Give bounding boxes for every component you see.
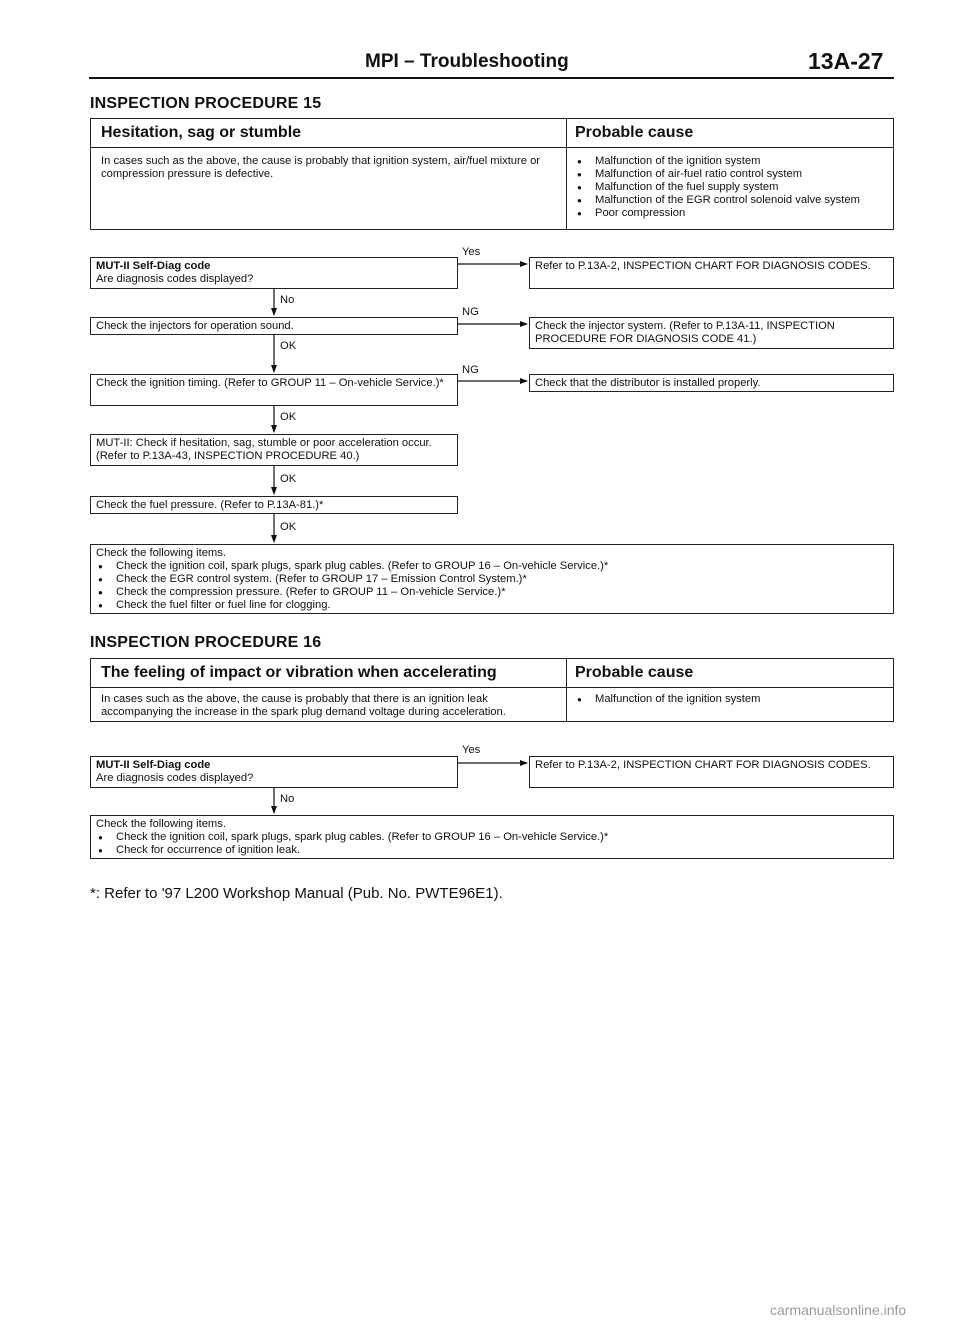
symptom-description: In cases such as the above, the cause is probably that ignition system, air/fuel mixture or compression pressure is defective. [101,155,541,180]
cause-item: ● Malfunction of the EGR control solenoid valve system [575,194,890,207]
label-ok: OK [280,473,297,485]
final-check-item: ● Check the ignition coil, spark plugs, spark plug cables. (Refer to GROUP 16 – On-vehicle Service.)* [96,831,888,844]
final-check-item: ● Check the ignition coil, spark plugs, spark plug cables. (Refer to GROUP 16 – On-vehicle Service.)* [96,560,888,573]
step-self-diag-question: Are diagnosis codes displayed? [96,273,254,285]
final-check-item: ● Check the fuel filter or fuel line for clogging. [96,599,888,612]
watermark: carmanualsonline.info [770,1302,907,1318]
cause-item: ● Malfunction of the ignition system [575,155,890,168]
procedure-16-title: INSPECTION PROCEDURE 16 [90,634,322,651]
final-check-item: ● Check the compression pressure. (Refer to GROUP 11 – On-vehicle Service.)* [96,586,888,599]
procedure-15-title: INSPECTION PROCEDURE 15 [90,95,322,112]
cause-item: ● Malfunction of the ignition system [575,693,890,706]
label-no: No [280,793,295,805]
label-ng: NG [462,364,479,376]
symptom-heading: The feeling of impact or vibration when accelerating [101,664,497,681]
result-injector-system: Check the injector system. (Refer to P.13A-11, INSPECTION PROCEDURE FOR DIAGNOSIS CODE 41.) [529,317,894,349]
result-diagnosis-codes: Refer to P.13A-2, INSPECTION CHART FOR DIAGNOSIS CODES. [529,756,894,788]
symptom-heading: Hesitation, sag or stumble [101,124,302,141]
step-injector-sound: Check the injectors for operation sound. [90,317,458,335]
step-fuel-pressure: Check the fuel pressure. (Refer to P.13A-81.)* [90,496,458,514]
label-ng: NG [462,306,479,318]
step-self-diag-title: MUT-II Self-Diag code [96,260,211,272]
cause-item: ● Malfunction of the fuel supply system [575,181,890,194]
step-self-diag-title: MUT-II Self-Diag code [96,759,211,771]
label-ok: OK [280,411,297,423]
label-no: No [280,294,295,306]
cause-item: ● Poor compression [575,207,890,220]
label-ok: OK [280,340,297,352]
label-yes: Yes [462,744,481,756]
final-check-intro: Check the following items. [96,818,226,830]
symptom-description: In cases such as the above, the cause is probably that there is an ignition leak accompanying the increase in the spark plug demand voltage during acceleration. [101,693,506,718]
step-self-diag-question: Are diagnosis codes displayed? [96,772,254,784]
cause-item: ● Malfunction of air-fuel ratio control system [575,168,890,181]
probable-cause-heading: Probable cause [575,664,694,681]
page-number: 13A-27 [808,48,884,74]
footnote: *: Refer to '97 L200 Workshop Manual (Pub. No. PWTE96E1). [90,885,503,902]
label-ok: OK [280,521,297,533]
probable-cause-heading: Probable cause [575,124,694,141]
page-header-title: MPI – Troubleshooting [365,51,569,72]
final-check-item: ● Check the EGR control system. (Refer to GROUP 17 – Emission Control System.)* [96,573,888,586]
result-diagnosis-codes: Refer to P.13A-2, INSPECTION CHART FOR DIAGNOSIS CODES. [529,257,894,289]
step-mut-check-hesitation: MUT-II: Check if hesitation, sag, stumble or poor acceleration occur. (Refer to P.13A-43, INSPECTION PROCEDURE 40.) [90,434,458,466]
final-check-item: ● Check for occurrence of ignition leak. [96,844,888,857]
final-check-intro: Check the following items. [96,547,226,559]
step-ignition-timing: Check the ignition timing. (Refer to GROUP 11 – On-vehicle Service.)* [90,374,458,406]
label-yes: Yes [462,246,481,258]
result-distributor: Check that the distributor is installed properly. [529,374,894,392]
